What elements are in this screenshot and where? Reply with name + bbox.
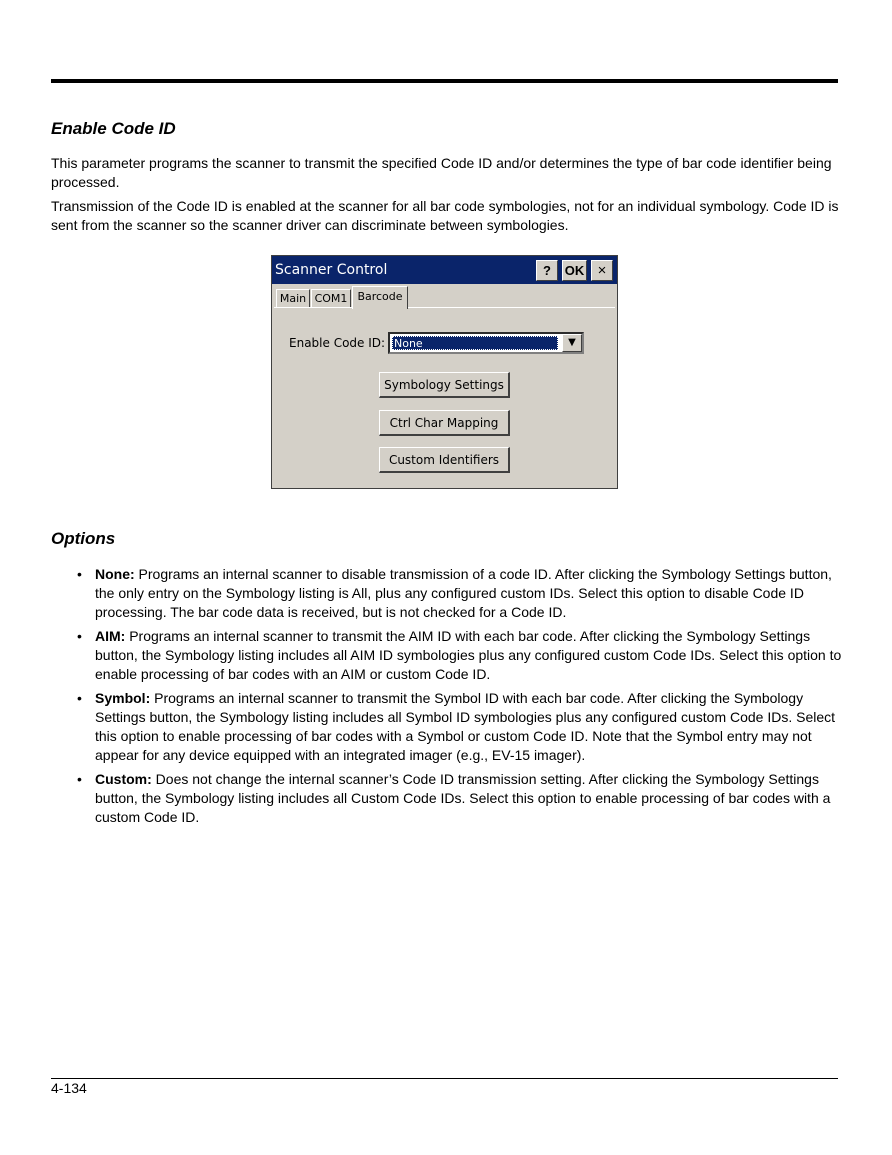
tab-main[interactable]: Main bbox=[276, 289, 310, 308]
bullet-icon: • bbox=[77, 690, 82, 706]
bullet-icon: • bbox=[77, 771, 82, 787]
list-item bbox=[77, 770, 842, 827]
option-text: Programs an internal scanner to disable transmission of a code ID. After clicking the Symbology Settings button, the only entry on the Symbology listing is All, plus any configured custom IDs. Select this option to disable Code ID processing. The bar code data is received, but is not checked for a Code ID. bbox=[95, 566, 832, 620]
list-item bbox=[77, 689, 842, 765]
bottom-rule bbox=[51, 1078, 838, 1079]
option-term: Symbol: bbox=[95, 690, 151, 706]
option-text: Programs an internal scanner to transmit the Symbol ID with each bar code. After clicking the Symbology Settings button, the Symbology listing includes all Symbol ID symbologies plus any configured custom Code IDs. Select this option to enable processing of bar codes with a Symbol or custom Code ID. Note that the Symbol entry may not appear for any device equipped with an integrated imager (e.g., EV-15 imager). bbox=[95, 690, 836, 763]
option-term: AIM: bbox=[95, 628, 126, 644]
transmission-paragraph: Transmission of the Code ID is enabled at the scanner for all bar code symbologies, not for an individual symbology. Code ID is sent from the scanner so the scanner driver can discriminate between symbologies. bbox=[51, 198, 839, 233]
tab-com1[interactable]: COM1 bbox=[311, 289, 351, 308]
bullet-icon: • bbox=[77, 628, 82, 644]
option-term: None: bbox=[95, 566, 135, 582]
option-term: Custom: bbox=[95, 771, 152, 787]
list-item bbox=[77, 627, 842, 684]
option-text: Programs an internal scanner to transmit the AIM ID with each bar code. After clicking the Symbology Settings button, the Symbology listing includes all AIM ID symbologies plus any configured custom Code IDs. Select this option to enable processing of bar codes with an AIM or custom Code ID. bbox=[95, 628, 842, 682]
tab-barcode[interactable]: Barcode bbox=[352, 286, 408, 309]
help-button[interactable]: ? bbox=[536, 260, 558, 281]
dialog-titlebar bbox=[272, 256, 617, 284]
custom-identifiers-button[interactable]: Custom Identifiers bbox=[379, 447, 510, 473]
dialog-title: Scanner Control bbox=[275, 262, 388, 278]
section-heading: Enable Code ID bbox=[51, 119, 176, 138]
options-list bbox=[77, 565, 842, 832]
close-button[interactable]: × bbox=[591, 260, 613, 281]
list-item bbox=[77, 565, 842, 622]
chevron-down-icon[interactable]: ▼ bbox=[562, 334, 582, 352]
top-rule bbox=[51, 79, 838, 83]
ok-button[interactable]: OK bbox=[562, 260, 587, 281]
option-text: Does not change the internal scanner’s Code ID transmission setting. After clicking the Symbology Settings button, the Symbology listing includes all Custom Code IDs. Select this option to enable processing of bar codes with a custom Code ID. bbox=[95, 771, 831, 825]
enable-code-id-select[interactable] bbox=[388, 332, 584, 354]
bullet-icon: • bbox=[77, 566, 82, 582]
enable-code-id-label: Enable Code ID: bbox=[289, 336, 386, 350]
scanner-control-dialog bbox=[271, 255, 618, 489]
ctrl-char-mapping-button[interactable]: Ctrl Char Mapping bbox=[379, 410, 510, 436]
page-number: 4-134 bbox=[51, 1080, 87, 1096]
intro-paragraph: This parameter programs the scanner to transmit the specified Code ID and/or determines the type of bar code identifier being processed. bbox=[51, 155, 832, 190]
symbology-settings-button[interactable]: Symbology Settings bbox=[379, 372, 510, 398]
options-heading: Options bbox=[51, 529, 116, 548]
enable-code-id-value: None bbox=[392, 336, 558, 350]
